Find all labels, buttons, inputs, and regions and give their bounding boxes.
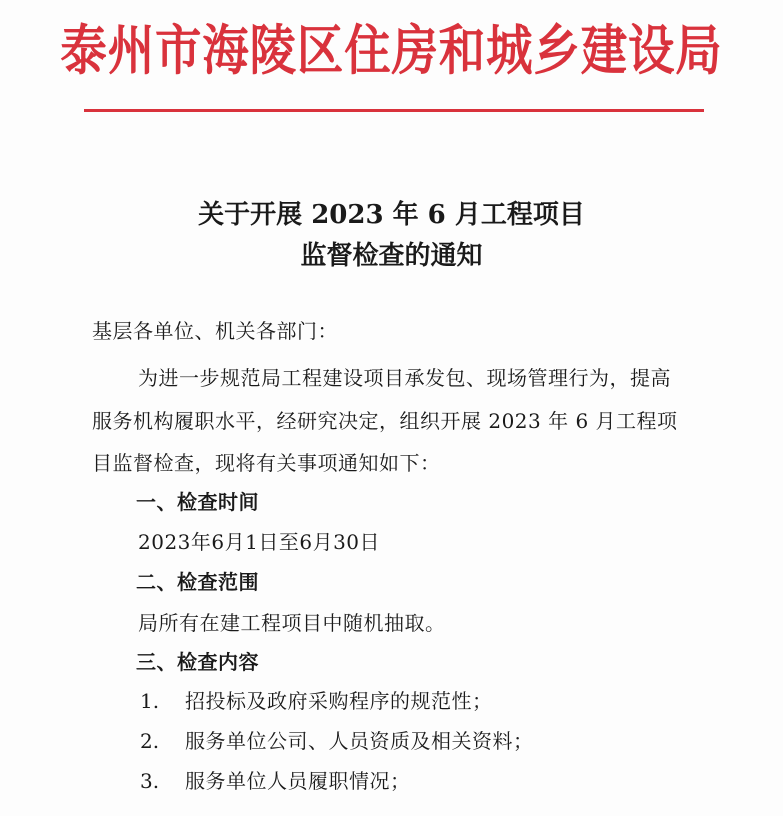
section-1-body: 2023年6月1日至6月30日 <box>138 530 381 554</box>
list-item-number: 1. <box>140 689 160 713</box>
section-2-body: 局所有在建工程项目中随机抽取。 <box>138 611 446 635</box>
list-item-text: 服务单位人员履职情况； <box>185 769 411 793</box>
document-title-line2: 监督检查的通知 <box>300 241 483 271</box>
section-2-heading: 二、检查范围 <box>136 570 259 594</box>
list-item-text: 服务单位公司、人员资质及相关资料； <box>185 729 534 753</box>
section-3-heading: 三、检查内容 <box>136 650 259 674</box>
list-item-number: 2. <box>140 729 160 753</box>
list-item-number: 3. <box>140 769 160 793</box>
letterhead-org-name: 泰州市海陵区住房和城乡建设局 <box>60 18 723 82</box>
letterhead-rule <box>84 109 704 112</box>
intro-line-1: 为进一步规范局工程建设项目承发包、现场管理行为，提高 <box>138 366 671 390</box>
list-item-text: 招投标及政府采购程序的规范性； <box>185 689 493 713</box>
salutation: 基层各单位、机关各部门： <box>92 319 338 343</box>
intro-line-2: 服务机构履职水平，经研究决定，组织开展 2023 年 6 月工程项 <box>92 409 678 433</box>
document-title-line1: 关于开展 2023 年 6 月工程项目 <box>198 200 585 230</box>
intro-line-3: 目监督检查，现将有关事项通知如下： <box>92 451 441 475</box>
section-1-heading: 一、检查时间 <box>136 490 259 514</box>
